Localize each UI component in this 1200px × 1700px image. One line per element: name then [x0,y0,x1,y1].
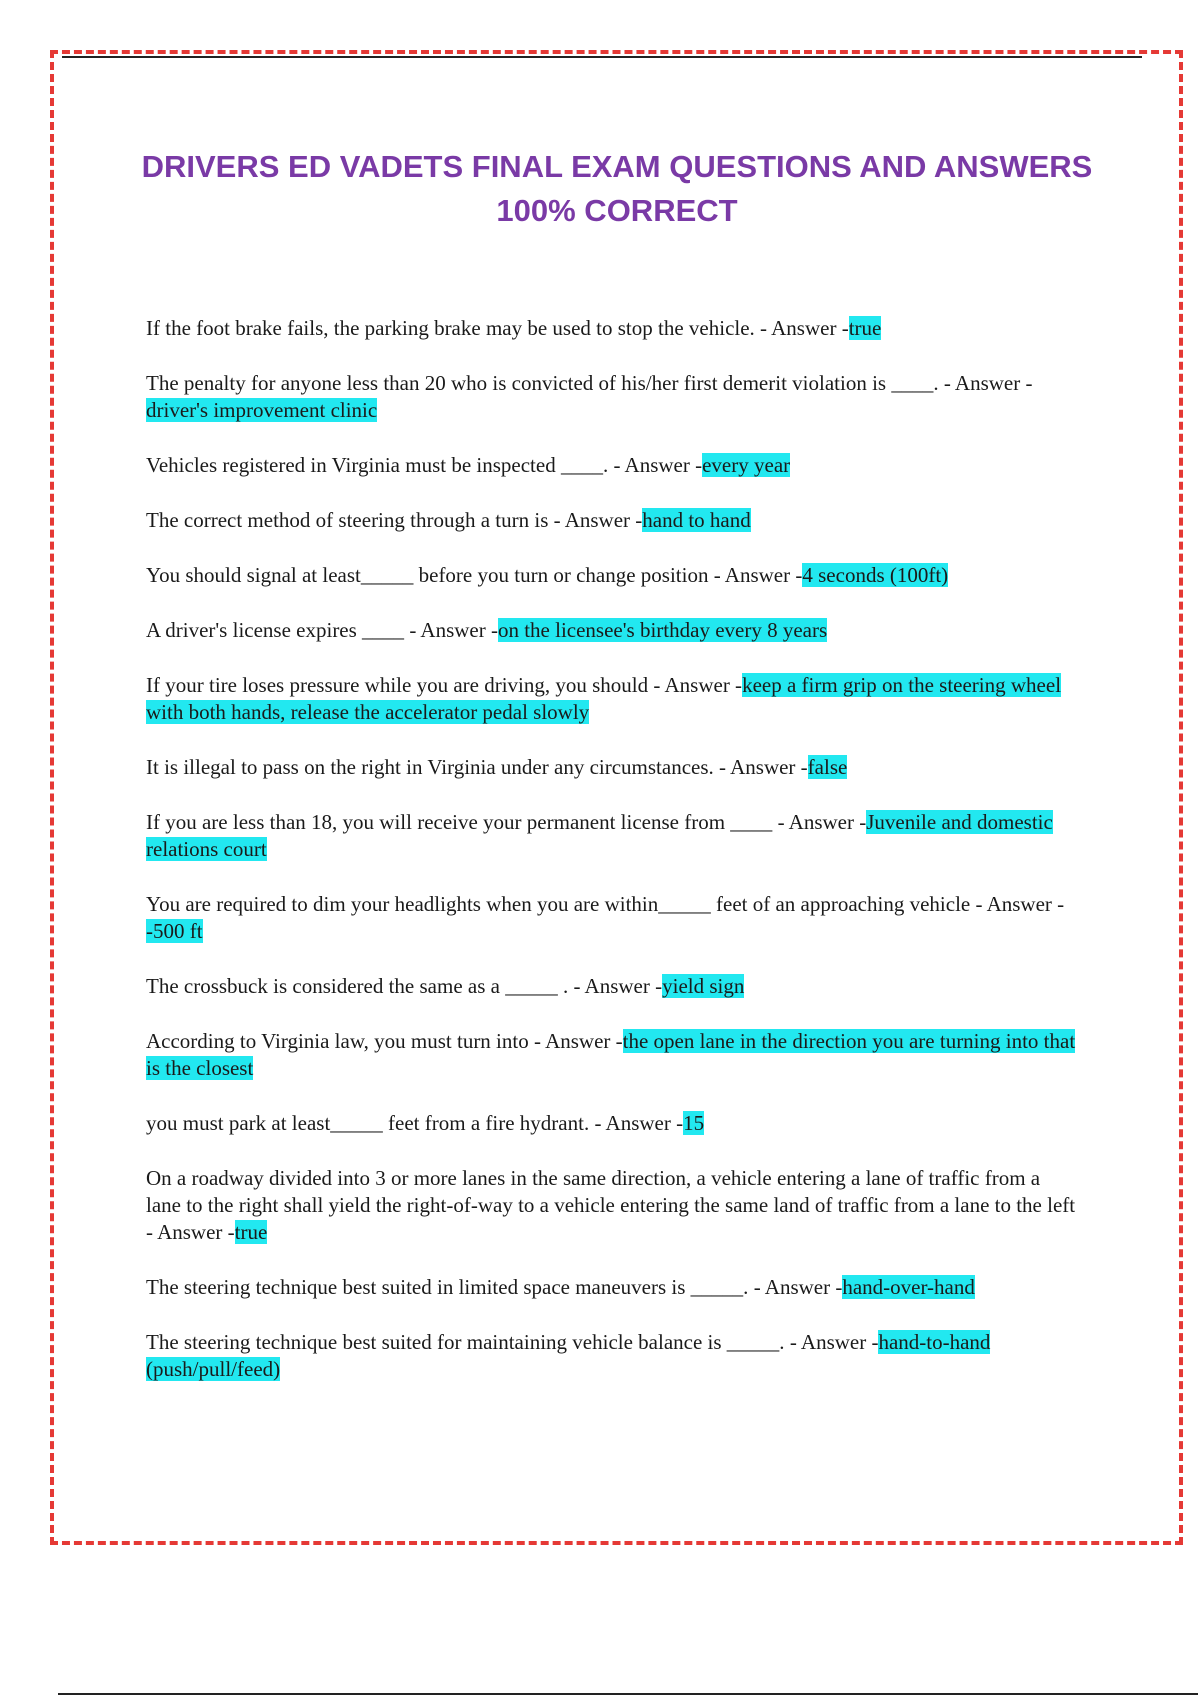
question-text: The steering technique best suited for maintaining vehicle balance is _____. [146,1330,785,1354]
question-text: It is illegal to pass on the right in Virginia under any circumstances. [146,755,714,779]
answer-highlight: 4 seconds (100ft) [802,563,949,587]
answer-highlight: the open lane in the direction you are turning into that is the closest [146,1029,1076,1080]
answer-highlight: true [234,1220,268,1244]
answer-highlight: false [807,755,848,779]
answer-prefix: - Answer - [754,316,849,340]
answer-highlight: hand-to-hand (push/pull/feed) [146,1330,991,1381]
answer-highlight: true [848,316,882,340]
answer-prefix: - Answer - [548,508,643,532]
qa-item [146,370,1076,424]
answer-prefix: - Answer - [146,1220,235,1244]
qa-item [146,452,1076,479]
qa-item [146,672,1076,726]
qa-item [146,891,1076,945]
question-text: On a roadway divided into 3 or more lanes in the same direction, a vehicle entering a lane of traffic from a lane to the right shall yield the right-of-way to a vehicle entering the same land of traffic from a lane to the left [146,1166,1076,1217]
answer-prefix: - Answer - [713,755,808,779]
qa-item [146,1329,1076,1383]
qa-item [146,1274,1076,1301]
question-text: According to Virginia law, you must turn into [146,1029,529,1053]
question-text: you must park at least_____ feet from a fire hydrant. [146,1111,590,1135]
qa-item [146,809,1076,863]
question-text: Vehicles registered in Virginia must be inspected ____. [146,453,609,477]
answer-prefix: - Answer - [748,1275,843,1299]
answer-highlight: keep a firm grip on the steering wheel with both hands, release the accelerator pedal slowly [146,673,1062,724]
qa-item [146,754,1076,781]
answer-prefix: - Answer - [528,1029,623,1053]
answer-highlight: on the licensee's birthday every 8 years [497,618,828,642]
question-text: You are required to dim your headlights when you are within_____ feet of an approaching vehicle [146,892,971,916]
question-text: The crossbuck is considered the same as a _____ . [146,974,569,998]
qa-item [146,617,1076,644]
answer-highlight: every year [702,453,791,477]
answer-prefix: - Answer - [568,974,663,998]
qa-item [146,973,1076,1000]
answer-highlight: hand to hand [642,508,751,532]
answer-prefix: - Answer - [589,1111,684,1135]
answer-highlight: yield sign [662,974,745,998]
question-text: If you are less than 18, you will receive your permanent license from ____ [146,810,773,834]
qa-item [146,315,1076,342]
answer-highlight: Juvenile and domestic relations court [146,810,1053,861]
question-text: If your tire loses pressure while you are driving, you should [146,673,649,697]
question-text: The steering technique best suited in limited space maneuvers is _____. [146,1275,749,1299]
bottom-divider [58,1693,1198,1695]
answer-prefix: - Answer - [404,618,498,642]
question-text: A driver's license expires ____ [146,618,405,642]
qa-list [146,315,1076,1411]
answer-prefix: - Answer - [970,892,1065,916]
top-divider [62,56,1142,58]
document-title: DRIVERS ED VADETS FINAL EXAM QUESTIONS AND ANSWERS 100% CORRECT [141,149,1093,228]
question-text: If the foot brake fails, the parking brake may be used to stop the vehicle. [146,316,755,340]
qa-item [146,1165,1076,1246]
answer-prefix: - Answer - [784,1330,879,1354]
answer-highlight: driver's improvement clinic [146,398,378,422]
answer-highlight: -500 ft [146,919,203,943]
answer-prefix: - Answer - [938,371,1033,395]
question-text: The penalty for anyone less than 20 who is convicted of his/her first demerit violation is ____. [146,371,939,395]
question-text: You should signal at least_____ before you turn or change position [146,563,709,587]
answer-highlight: 15 [683,1111,705,1135]
answer-prefix: - Answer - [708,563,803,587]
answer-prefix: - Answer - [608,453,703,477]
answer-highlight: hand-over-hand [842,1275,975,1299]
question-text: The correct method of steering through a turn is [146,508,549,532]
qa-item [146,562,1076,589]
qa-item [146,1110,1076,1137]
answer-prefix: - Answer - [648,673,743,697]
qa-item [146,1028,1076,1082]
answer-prefix: - Answer - [772,810,867,834]
qa-item [146,507,1076,534]
